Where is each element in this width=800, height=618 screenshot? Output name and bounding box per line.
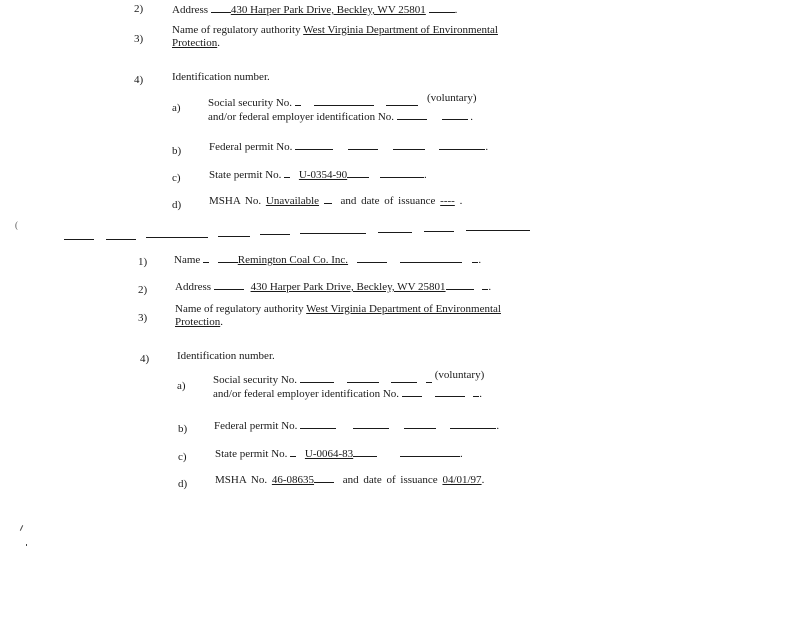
s2-date-value: 04/01/97 xyxy=(442,474,482,486)
separator-segment xyxy=(106,239,136,240)
blank xyxy=(284,168,290,178)
blank xyxy=(426,373,432,383)
s2-item2-number: 2) xyxy=(138,284,148,296)
s1-ssn-label: Social security No. xyxy=(208,97,293,109)
s2-ssn-label: Social security No. xyxy=(213,374,298,386)
blank xyxy=(429,3,455,13)
s2-item1-name: Name Remington Coal Co. Inc. . xyxy=(174,254,482,266)
s1-item3-authority: Name of regulatory authority West Virginia Department of Environmental Protection. xyxy=(172,24,498,50)
blank xyxy=(214,280,244,290)
s1-b-federal-permit: Federal permit No. . xyxy=(209,141,489,153)
s2-authority-label: Name of regulatory authority xyxy=(175,303,304,315)
blank xyxy=(473,387,479,397)
s2-item4-label: Identification number. xyxy=(177,350,275,362)
s1-c-letter: c) xyxy=(172,172,181,184)
s1-fein-label: and/or federal employer identification No. xyxy=(208,111,395,124)
separator-segment xyxy=(378,232,412,233)
blank xyxy=(402,387,422,397)
separator-segment xyxy=(260,234,290,235)
s2-authority-value-line2: Protection xyxy=(175,316,221,329)
s2-c-letter: c) xyxy=(178,451,187,463)
s1-item4-label: Identification number. xyxy=(172,71,270,83)
blank xyxy=(393,140,425,150)
s2-item4-number: 4) xyxy=(140,353,150,365)
separator-segment xyxy=(466,230,530,231)
blank xyxy=(203,253,209,263)
blank xyxy=(397,110,427,120)
s2-item3-number: 3) xyxy=(138,312,148,324)
s2-state-permit-label: State permit No. xyxy=(215,448,288,460)
s1-d-msha: MSHA No. Unavailable and date of issuance ---- . xyxy=(209,195,463,207)
s1-state-permit-label: State permit No. xyxy=(209,169,282,181)
blank xyxy=(380,168,424,178)
s1-date-value: ---- xyxy=(440,195,455,207)
s2-item3-authority: Name of regulatory authority West Virginia Department of Environmental Protection. xyxy=(175,303,501,329)
blank xyxy=(347,373,379,383)
s1-d-letter: d) xyxy=(172,199,182,211)
s2-item2-address: Address 430 Harper Park Drive, Beckley, WV 25801 . xyxy=(175,281,492,293)
s2-fein-label: and/or federal employer identification No. xyxy=(213,388,400,401)
s2-d-msha: MSHA No. 46-08635 and date of issuance 04/01/97. xyxy=(215,474,485,486)
blank xyxy=(295,140,333,150)
blank xyxy=(391,373,417,383)
s2-federal-permit-label: Federal permit No. xyxy=(214,420,298,432)
blank xyxy=(400,253,462,263)
s2-a-letter: a) xyxy=(177,380,186,392)
s1-c-state-permit: State permit No. U-0354-90 . xyxy=(209,169,427,181)
scan-speck: ( xyxy=(15,220,18,230)
s2-a-ssn: Social security No. (voluntary) and/or federal employer identification No. . xyxy=(213,369,485,401)
separator-segment xyxy=(300,233,366,234)
separator-segment xyxy=(146,237,208,238)
separator-segment xyxy=(64,239,94,240)
s1-a-letter: a) xyxy=(172,102,181,114)
s1-state-permit-value: U-0354-90 xyxy=(298,169,348,181)
s1-authority-value: West Virginia Department of Environmental xyxy=(303,24,498,36)
s1-msha-label: MSHA No. xyxy=(209,195,262,207)
blank xyxy=(324,194,332,204)
blank xyxy=(295,96,301,106)
s1-federal-permit-label: Federal permit No. xyxy=(209,141,293,153)
blank xyxy=(439,140,485,150)
s1-date-label: and date of issuance xyxy=(340,195,436,207)
s2-name-value: Remington Coal Co. Inc. xyxy=(237,254,349,266)
blank xyxy=(404,419,436,429)
s2-address-value: 430 Harper Park Drive, Beckley, WV 25801 xyxy=(250,281,446,293)
s2-b-letter: b) xyxy=(178,423,188,435)
blank xyxy=(386,96,418,106)
scan-speck xyxy=(20,525,23,531)
blank xyxy=(442,110,468,120)
s2-b-federal-permit: Federal permit No. . xyxy=(214,420,500,432)
s1-b-letter: b) xyxy=(172,145,182,157)
s2-voluntary: (voluntary) xyxy=(434,369,485,381)
s1-msha-value: Unavailable xyxy=(265,195,320,207)
blank xyxy=(482,280,488,290)
s1-item3-number: 3) xyxy=(134,33,144,45)
blank xyxy=(400,447,460,457)
s1-address-label: Address xyxy=(172,4,209,16)
blank xyxy=(435,387,465,397)
s2-address-label: Address xyxy=(175,281,212,293)
s1-authority-label: Name of regulatory authority xyxy=(172,24,301,36)
blank xyxy=(211,3,231,13)
s2-item1-number: 1) xyxy=(138,256,148,268)
blank xyxy=(314,473,334,483)
s1-item2-address: Address 430 Harper Park Drive, Beckley, WV 25801 . xyxy=(172,4,458,16)
s2-d-letter: d) xyxy=(178,478,188,490)
s2-authority-value: West Virginia Department of Environmental xyxy=(306,303,501,315)
separator-segment xyxy=(424,231,454,232)
s1-a-ssn: Social security No. (voluntary) and/or federal employer identification No. . xyxy=(208,92,477,124)
separator-segment xyxy=(218,236,250,237)
blank xyxy=(353,447,377,457)
s1-item4-number: 4) xyxy=(134,74,144,86)
scan-speck xyxy=(26,544,27,546)
s1-address-value: 430 Harper Park Drive, Beckley, WV 25801 xyxy=(230,4,426,16)
blank xyxy=(347,168,369,178)
s2-name-label: Name xyxy=(174,254,201,266)
blank xyxy=(353,419,389,429)
blank xyxy=(348,140,378,150)
blank xyxy=(450,419,496,429)
blank xyxy=(357,253,387,263)
blank xyxy=(290,447,296,457)
s2-state-permit-value: U-0064-83 xyxy=(304,448,354,460)
s1-item2-number: 2) xyxy=(134,3,144,15)
blank xyxy=(314,96,374,106)
s2-msha-label: MSHA No. xyxy=(215,474,268,486)
blank xyxy=(300,373,334,383)
s2-c-state-permit: State permit No. U-0064-83 . xyxy=(215,448,463,460)
s2-msha-value: 46-08635 xyxy=(271,474,315,486)
blank xyxy=(218,253,238,263)
s1-authority-value-line2: Protection xyxy=(172,37,218,50)
s1-voluntary: (voluntary) xyxy=(427,92,477,104)
blank xyxy=(472,253,478,263)
s2-date-label: and date of issuance xyxy=(342,474,438,486)
blank xyxy=(300,419,336,429)
blank xyxy=(446,280,474,290)
